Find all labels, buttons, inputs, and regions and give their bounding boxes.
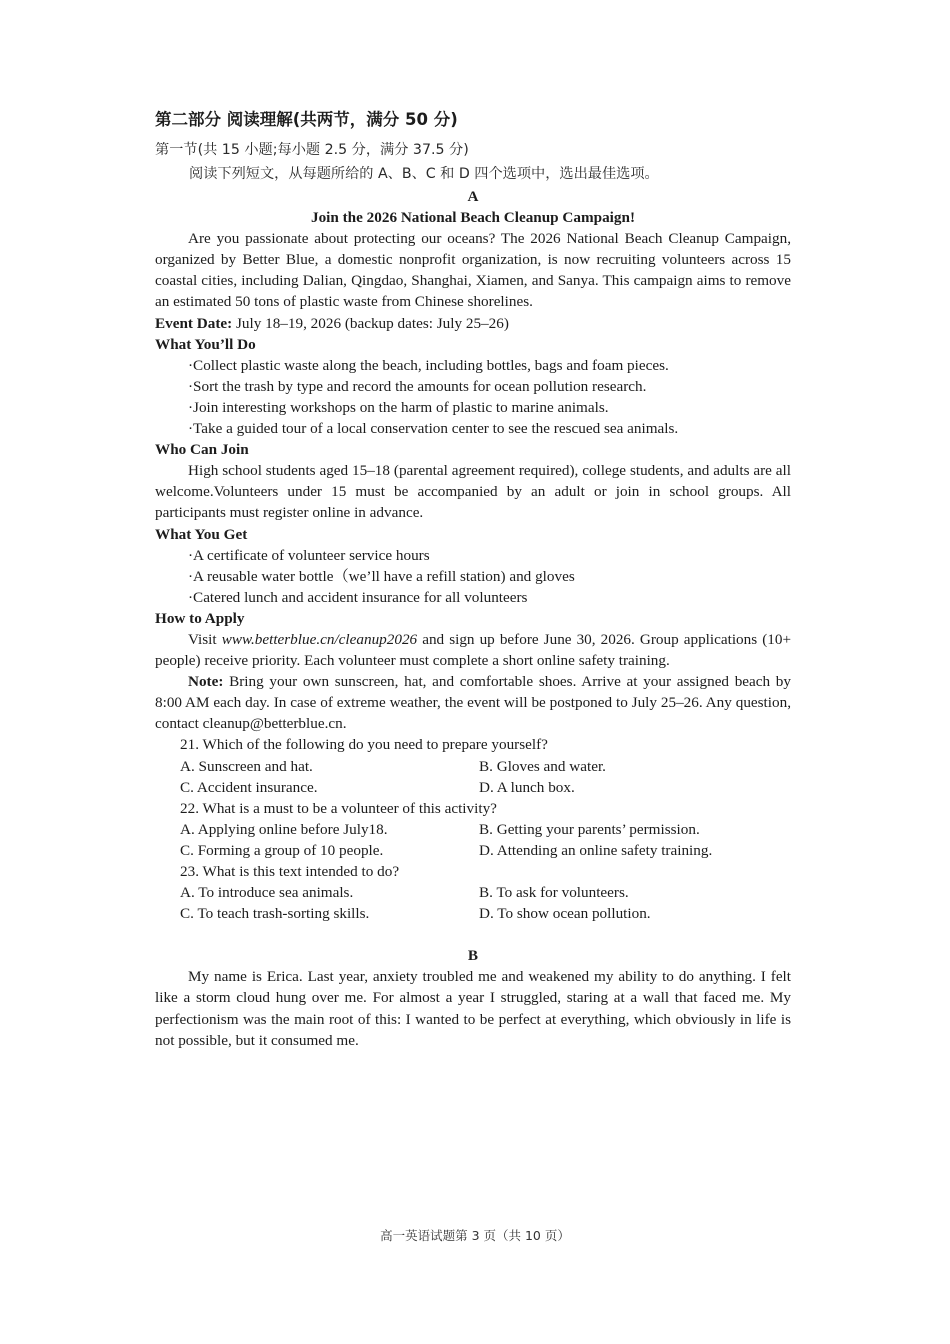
instructions: 阅读下列短文，从每题所给的 A、B、C 和 D 四个选项中，选出最佳选项。 — [189, 166, 659, 182]
question-stem: 22. What is a must to be a volunteer of this activity? — [180, 799, 497, 817]
part-title: 第二部分 阅读理解(共两节，满分 50 分) — [155, 110, 458, 129]
note — [155, 671, 791, 734]
passage-a-title: Join the 2026 National Beach Cleanup Campaign! — [310, 209, 636, 227]
option-b: B. To ask for volunteers. — [479, 884, 629, 902]
spacer — [155, 924, 791, 945]
do-item: ·Join interesting workshops on the harm of plastic to marine animals. — [188, 398, 609, 416]
option-row — [155, 840, 791, 861]
passage-b-letter: B — [467, 947, 479, 965]
section-line: 第一节(共 15 小题;每小题 2.5 分，满分 37.5 分) — [155, 142, 469, 158]
option-row — [155, 819, 791, 840]
do-heading: What You’ll Do — [155, 335, 256, 353]
passage-a-letter: A — [467, 188, 479, 205]
exam-page — [155, 108, 791, 1051]
get-item: ·A certificate of volunteer service hours — [188, 546, 430, 564]
note-text: Bring your own sunscreen, hat, and comfortable shoes. Arrive at your assigned beach by 8:00 AM each day. In case of extreme weather, the event will be postponed to July 25–26. Any question, contact cleanup@betterblue.cn. — [155, 673, 791, 733]
option-c: C. Accident insurance. — [180, 778, 318, 796]
option-d: D. Attending an online safety training. — [479, 841, 713, 859]
do-item: ·Sort the trash by type and record the amounts for ocean pollution research. — [188, 377, 647, 395]
question-stem: 23. What is this text intended to do? — [180, 863, 400, 880]
option-row — [155, 882, 791, 903]
option-row — [155, 777, 791, 798]
note-label: Note: — [188, 673, 224, 691]
apply-text — [155, 629, 791, 671]
option-b: B. Gloves and water. — [479, 757, 606, 775]
apply-prefix: Visit — [188, 630, 222, 648]
option-a: A. Applying online before July18. — [180, 820, 388, 838]
page-footer: 高一英语试题第 3 页（共 10 页） — [380, 1228, 570, 1243]
get-item: ·Catered lunch and accident insurance for all volunteers — [188, 588, 528, 606]
get-item: ·A reusable water bottle（we’ll have a refill station) and gloves — [188, 567, 575, 585]
option-row — [155, 903, 791, 924]
event-date-label: Event Date: — [155, 314, 233, 332]
do-item: ·Collect plastic waste along the beach, including bottles, bags and foam pieces. — [188, 356, 669, 374]
option-a: A. Sunscreen and hat. — [180, 757, 313, 775]
apply-heading: How to Apply — [155, 609, 245, 627]
join-heading: Who Can Join — [155, 441, 249, 459]
do-item: ·Take a guided tour of a local conservation center to see the rescued sea animals. — [188, 420, 679, 438]
option-d: D. To show ocean pollution. — [479, 905, 651, 923]
option-c: C. Forming a group of 10 people. — [180, 841, 384, 859]
passage-a-intro: Are you passionate about protecting our oceans? The 2026 National Beach Cleanup Campaign, organized by Better Blue, a domestic nonprofit organization, is now recruiting volunteers across 15 coastal cities, including Dalian, Qingdao, Shanghai, Xiamen, and Sanya. This campaign aims to remove an estimated 50 tons of plastic waste from Chinese shorelines. — [155, 230, 791, 311]
question-stem: 21. Which of the following do you need to prepare yourself? — [180, 736, 548, 754]
get-heading: What You Get — [155, 525, 248, 543]
passage-b-text: My name is Erica. Last year, anxiety troubled me and weakened my ability to do anything. I felt like a storm cloud hung over me. For almost a year I struggled, staring at a wall that faced me. My perfectionism was the main root of this: I wanted to be perfect at everything, which obviously in life is not possible, but it consumed me. — [155, 968, 791, 1049]
event-date — [155, 313, 791, 334]
option-row — [155, 756, 791, 777]
event-date-value: July 18–19, 2026 (backup dates: July 25–26) — [232, 314, 509, 332]
apply-url-link[interactable]: www.betterblue.cn/cleanup2026 — [221, 630, 418, 648]
apply-rest: and sign up before June 30, 2026. Group applications (10+ people) receive priority. Each volunteer must complete a short online safety training. — [155, 630, 792, 670]
join-text: High school students aged 15–18 (parental agreement required), college students, and adults are all welcome.Volunteers under 15 must be accompanied by an adult or join in school groups. All participants must register online in advance. — [155, 462, 791, 522]
option-d: D. A lunch box. — [479, 778, 575, 796]
option-c: C. To teach trash-sorting skills. — [180, 905, 370, 923]
option-b: B. Getting your parents’ permission. — [479, 820, 700, 838]
option-a: A. To introduce sea animals. — [180, 884, 354, 902]
